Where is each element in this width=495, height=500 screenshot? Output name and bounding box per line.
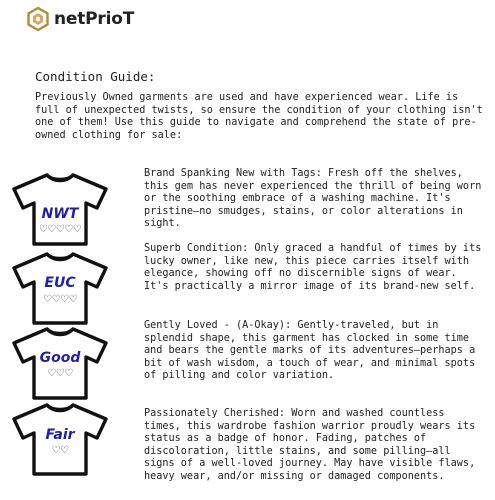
grade-description: Brand Spanking New with Tags: Fresh off the shelves, this gem has never experienced the thrill of being worn or the soothing embrace of a washing machine. It's pristine—no smudges, stains, or color alterations in sight. xyxy=(144,168,482,230)
shirt-icon xyxy=(11,402,109,476)
heart-rating: ♡♡♡♡♡ xyxy=(38,224,82,235)
page-title: Condition Guide: xyxy=(35,69,156,84)
logo-text: netPrioT xyxy=(54,9,135,29)
heart-rating: ♡♡♡♡ xyxy=(43,294,77,305)
grade-label: EUC xyxy=(44,275,76,291)
shirt-icon xyxy=(11,172,109,246)
heart-rating: ♡♡♡ xyxy=(47,368,73,379)
shirt-icon xyxy=(11,251,109,325)
hexagon-logo-icon xyxy=(27,7,49,31)
heart-rating: ♡♡ xyxy=(51,445,69,456)
grade-description: Superb Condition: Only graced a handful of times by its lucky owner, like new, this piece carries itself with elegance, showing off no discernible signs of wear. It's practically a mirror image of its brand-new self. xyxy=(144,243,482,292)
intro-paragraph: Previously Owned garments are used and have experienced wear. Life is full of unexpected twists, so ensure the condition of your clothing isn't one of them! Use this guide to navigate and comprehend the state of pre-owned clothing for sale: xyxy=(35,92,483,141)
grade-description: Gently Loved - (A-Okay): Gently-traveled, but in splendid shape, this garment has clocked in some time and bears the gentle marks of its adventures—perhaps a bit of wash wisdom, a touch of wear, and minimal spots of pilling and color variation. xyxy=(144,320,476,382)
logo xyxy=(27,6,134,32)
grade-label: NWT xyxy=(41,206,79,222)
shirt-icon xyxy=(11,326,109,400)
grade-description: Passionately Cherished: Worn and washed countless times, this wardrobe fashion warrior proudly wears its status as a badge of honor. Fading, patches of discoloration, little stains, and some pilling—all signs of a well-loved journey. May have visible flaws, heavy wear, and/or missing or damaged components. xyxy=(144,408,476,482)
grade-label: Fair xyxy=(45,427,75,443)
grade-label: Good xyxy=(39,350,81,366)
